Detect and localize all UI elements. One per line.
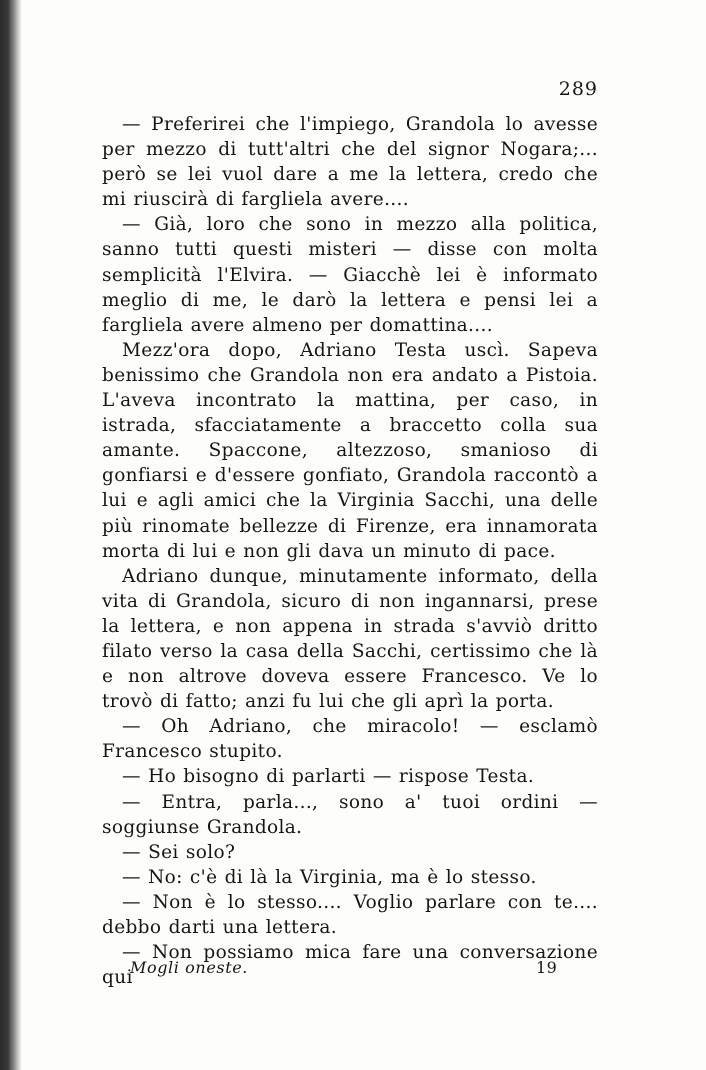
paragraph: — Oh Adriano, che miracolo! — esclamò Francesco stupito. xyxy=(102,716,598,763)
paragraph: — No: c'è di là la Virginia, ma è lo stesso. xyxy=(122,866,537,888)
paragraph: — Preferirei che l'impiego, Grandola lo avesse per mezzo di tutt'altri che del signor Nogara;... però se lei vuol dare a me la lettera, credo che mi riuscirà di fargliela avere.... xyxy=(102,114,598,211)
binding-edge xyxy=(0,0,22,1070)
page-number: 289 xyxy=(558,78,598,100)
footer-signature-mark: 19 xyxy=(536,958,558,977)
footer-book-title: Mogli oneste. xyxy=(130,958,248,977)
paragraph: — Non possiamo mica fare una conversazione qui xyxy=(102,942,598,989)
paragraph: Mezz'ora dopo, Adriano Testa uscì. Sapeva benissimo che Grandola non era andato a Pistoia. L'aveva incontrato la mattina, per caso, in istrada, sfacciatamente a braccetto colla sua amante. Spaccone, altezzoso, smanioso di gonfiarsi e d'essere gonfiato, Grandola raccontò a lui e agli amici che la Virginia Sacchi, una delle più rinomate bellezze di Firenze, era innamorata morta di lui e non gli dava un minuto di pace. xyxy=(102,339,598,562)
body-text xyxy=(102,112,598,990)
paragraph: Adriano dunque, minutamente informato, della vita di Grandola, sicuro di non ingannarsi, prese la lettera, e non appena in strada s'avviò dritto filato verso la casa della Sacchi, certissimo che là e non altrove doveva essere Francesco. Ve lo trovò di fatto; anzi fu lui che gli aprì la porta. xyxy=(102,565,598,713)
paragraph: — Già, loro che sono in mezzo alla politica, sanno tutti questi misteri — disse con molta semplicità l'Elvira. — Giacchè lei è informato meglio di me, le darò la lettera e pensi lei a fargliela avere almeno per domattina.... xyxy=(102,214,598,336)
paragraph: — Non è lo stesso.... Voglio parlare con te.... debbo darti una lettera. xyxy=(102,891,598,938)
paragraph: — Sei solo? xyxy=(122,841,236,863)
paragraph: — Entra, parla..., sono a' tuoi ordini — soggiunse Grandola. xyxy=(102,791,598,838)
paragraph: — Ho bisogno di parlarti — rispose Testa. xyxy=(122,766,535,788)
